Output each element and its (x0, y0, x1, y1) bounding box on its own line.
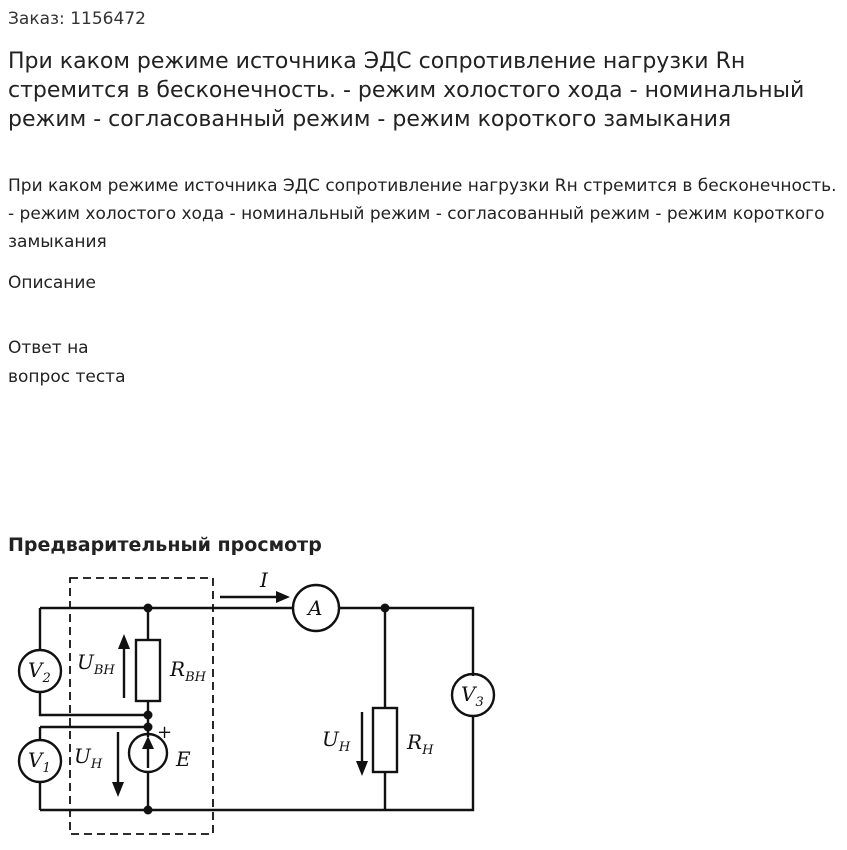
v3-label: $V_3$ (461, 682, 484, 710)
emf-label: E (176, 747, 191, 771)
r-n-label: $R_Н$ (407, 730, 434, 758)
resistor-rn (373, 708, 397, 772)
answer-line-1: Ответ на (8, 338, 89, 358)
answer-text (8, 334, 208, 392)
u-n-right-label: $U_Н$ (322, 727, 351, 755)
source-boundary (70, 578, 213, 834)
u-n-left-label: $U_Н$ (74, 744, 103, 772)
order-number (8, 9, 146, 29)
preview-heading: Предварительный просмотр (8, 534, 322, 556)
plus-label: + (157, 722, 173, 743)
order-label: Заказ: (8, 9, 65, 29)
r-vn-label: $R_{ВН}$ (170, 657, 206, 685)
answer-line-2: вопрос теста (8, 367, 126, 387)
u-vn-label: $U_{ВН}$ (77, 650, 115, 678)
ammeter-label: A (308, 596, 323, 620)
v2-wire (40, 608, 148, 715)
v2-label: $V_2$ (28, 658, 51, 686)
resistor-rvn (136, 640, 160, 701)
description-heading: Описание (8, 273, 96, 293)
order-value: 1156472 (70, 9, 146, 29)
question-text: При каком режиме источника ЭДС сопротивление нагрузки Rн стремится в бесконечность. - режим холостого хода - номинальный режим - согласованный режим - режим короткого замыкания (8, 176, 837, 252)
top-wire (40, 608, 473, 810)
v1-label: $V_1$ (28, 748, 51, 776)
current-label: I (260, 568, 268, 592)
question-title: При каком режиме источника ЭДС сопротивление нагрузки Rн стремится в бесконечность. - режим холостого хода - номинальный режим - согласованный режим - режим короткого замыкания (8, 49, 805, 132)
circuit-diagram (0, 560, 520, 845)
